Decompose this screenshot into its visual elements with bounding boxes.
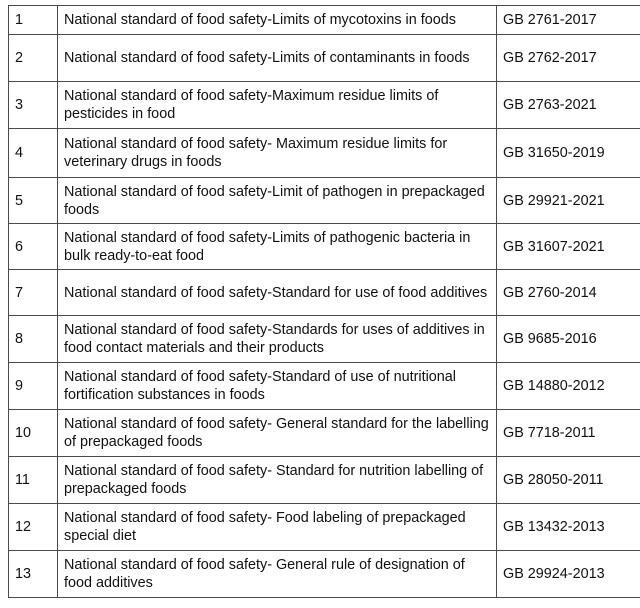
standard-code: GB 29924-2013 [497, 551, 640, 598]
standard-code: GB 2763-2021 [497, 82, 640, 129]
table-row [9, 410, 640, 457]
standard-code: GB 14880-2012 [497, 363, 640, 410]
table-row [9, 363, 640, 410]
standard-title: National standard of food safety- General standard for the labelling of prepackaged foods [58, 410, 497, 457]
standard-title: National standard of food safety- Standard for nutrition labelling of prepackaged foods [58, 457, 497, 504]
row-number: 13 [9, 551, 58, 598]
table-row [9, 551, 640, 598]
standard-code: GB 13432-2013 [497, 504, 640, 551]
standard-code: GB 9685-2016 [497, 316, 640, 363]
standard-title: National standard of food safety-Limits of pathogenic bacteria in bulk ready-to-eat food [58, 224, 497, 270]
standard-title: National standard of food safety- Food labeling of prepackaged special diet [58, 504, 497, 551]
standard-code: GB 7718-2011 [497, 410, 640, 457]
standard-code: GB 2762-2017 [497, 35, 640, 82]
standard-title: National standard of food safety-Limit of pathogen in prepackaged foods [58, 178, 497, 224]
row-number: 1 [9, 6, 58, 35]
standard-title: National standard of food safety-Standard for use of food additives [58, 270, 497, 316]
standard-title: National standard of food safety- Maximum residue limits for veterinary drugs in foods [58, 129, 497, 178]
row-number: 10 [9, 410, 58, 457]
row-number: 12 [9, 504, 58, 551]
standard-title: National standard of food safety-Standards for uses of additives in food contact materials and their products [58, 316, 497, 363]
standard-title: National standard of food safety-Maximum residue limits of pesticides in food [58, 82, 497, 129]
row-number: 7 [9, 270, 58, 316]
table-row [9, 504, 640, 551]
standard-title: National standard of food safety-Standard of use of nutritional fortification substances in foods [58, 363, 497, 410]
standard-code: GB 2760-2014 [497, 270, 640, 316]
row-number: 9 [9, 363, 58, 410]
standard-title: National standard of food safety- General rule of designation of food additives [58, 551, 497, 598]
row-number: 4 [9, 129, 58, 178]
row-number: 3 [9, 82, 58, 129]
table-row [9, 178, 640, 224]
standards-table [8, 5, 640, 598]
standard-title: National standard of food safety-Limits of contaminants in foods [58, 35, 497, 82]
table-row [9, 82, 640, 129]
row-number: 6 [9, 224, 58, 270]
row-number: 2 [9, 35, 58, 82]
table-row [9, 129, 640, 178]
table-row [9, 316, 640, 363]
row-number: 11 [9, 457, 58, 504]
table-row [9, 224, 640, 270]
standard-code: GB 2761-2017 [497, 6, 640, 35]
standard-title: National standard of food safety-Limits of mycotoxins in foods [58, 6, 497, 35]
row-number: 8 [9, 316, 58, 363]
standard-code: GB 31650-2019 [497, 129, 640, 178]
standard-code: GB 28050-2011 [497, 457, 640, 504]
table-row [9, 270, 640, 316]
table-row [9, 457, 640, 504]
standard-code: GB 29921-2021 [497, 178, 640, 224]
table-row [9, 6, 640, 35]
row-number: 5 [9, 178, 58, 224]
table-row [9, 35, 640, 82]
standard-code: GB 31607-2021 [497, 224, 640, 270]
